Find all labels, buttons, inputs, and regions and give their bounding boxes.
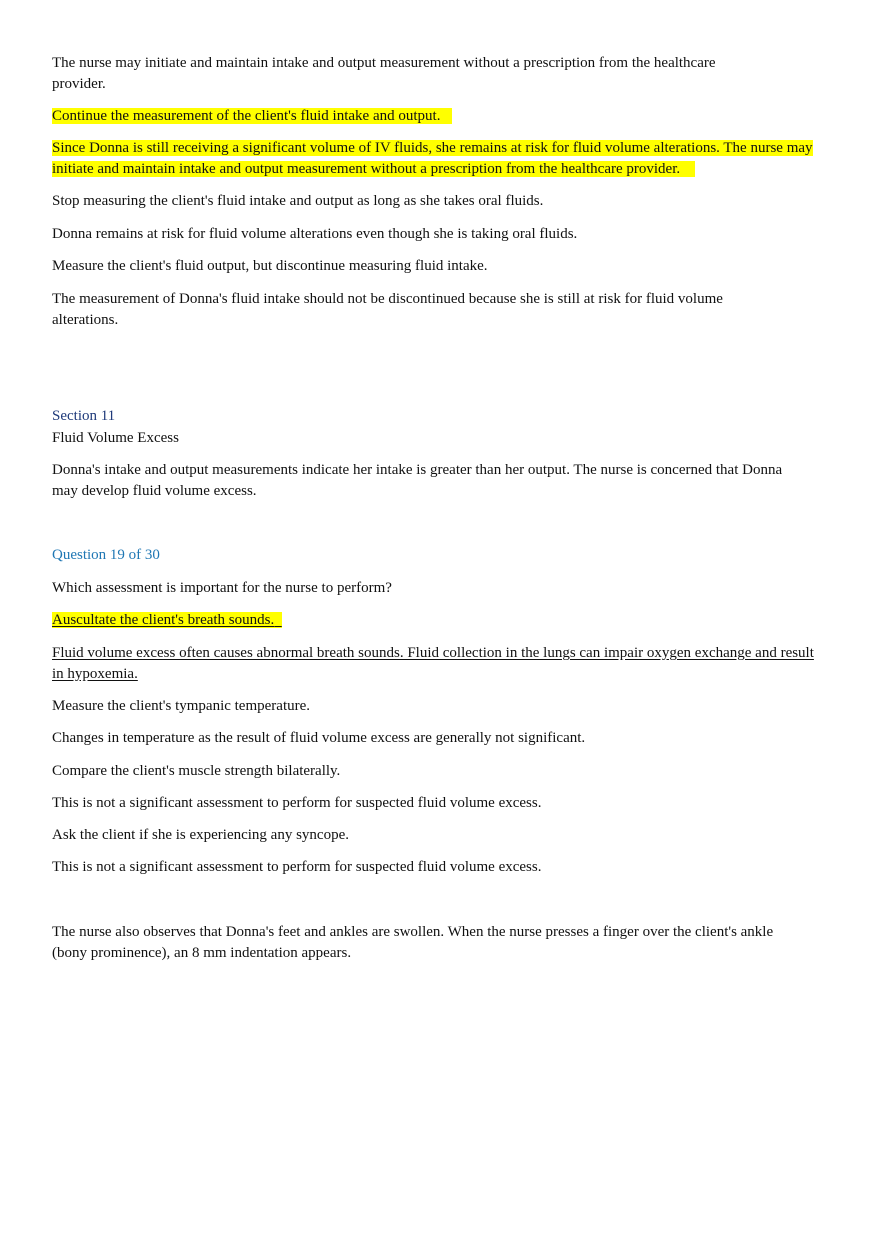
question-prompt: Which assessment is important for the nurse to perform?	[52, 580, 392, 596]
option-muscle-strength	[52, 761, 828, 782]
highlighted-correct-answer: Continue the measurement of the client's fluid intake and output.	[52, 108, 441, 124]
section-label: Section 11	[52, 408, 116, 424]
option-measure-output	[52, 256, 828, 277]
rationale-text: This is not a significant assessment to perform for suspected fluid volume excess.	[52, 795, 542, 811]
option-text: Stop measuring the client's fluid intake and output as long as she takes oral fluids.	[52, 193, 544, 209]
underlined-rationale: Fluid volume excess often causes abnormal breath sounds. Fluid collection in the lungs can impair oxygen exchange and result in hypoxemia.	[52, 645, 814, 682]
rationale-text: Changes in temperature as the result of fluid volume excess are generally not significant.	[52, 730, 586, 746]
intro-text: Donna's intake and output measurements indicate her intake is greater than her output. The nurse is concerned that Donna may develop fluid volume excess.	[52, 462, 783, 499]
paragraph-io-prescription	[52, 53, 772, 95]
rationale-text: This is not a significant assessment to perform for suspected fluid volume excess.	[52, 859, 542, 875]
highlighted-correct-answer: Auscultate the client's breath sounds.	[52, 612, 275, 628]
rationale-continue-measurement	[52, 138, 828, 180]
section-title: Fluid Volume Excess	[52, 430, 179, 446]
rationale-measure-output	[52, 289, 772, 331]
rationale-text: Donna remains at risk for fluid volume alterations even though she is taking oral fluids.	[52, 226, 578, 242]
closing-paragraph	[52, 922, 792, 964]
question-label: Question 19 of 30	[52, 547, 160, 563]
rationale-muscle-strength	[52, 793, 828, 814]
option-continue-measurement	[52, 106, 828, 127]
option-text: Ask the client if she is experiencing any syncope.	[52, 827, 349, 843]
section-intro	[52, 460, 792, 502]
closing-text: The nurse also observes that Donna's feet and ankles are swollen. When the nurse presses a finger over the client's ankle (bony prominence), an 8 mm indentation appears.	[52, 924, 774, 961]
option-syncope	[52, 825, 828, 846]
highlighted-rationale: Since Donna is still receiving a significant volume of IV fluids, she remains at risk for fluid volume alterations. The nurse may initiate and maintain intake and output measurement without a prescription from the healthcare provider.	[52, 140, 813, 177]
rationale-tympanic-temperature	[52, 728, 828, 749]
option-text: Measure the client's fluid output, but discontinue measuring fluid intake.	[52, 258, 488, 274]
option-text: Measure the client's tympanic temperature.	[52, 698, 311, 714]
option-tympanic-temperature	[52, 696, 828, 717]
option-text: Compare the client's muscle strength bilaterally.	[52, 763, 341, 779]
option-auscultate	[52, 610, 828, 631]
rationale-auscultate	[52, 643, 828, 685]
rationale-stop-measuring	[52, 224, 828, 245]
paragraph-text: The nurse may initiate and maintain intake and output measurement without a prescription from the healthcare provider.	[52, 55, 716, 92]
rationale-text: The measurement of Donna's fluid intake should not be discontinued because she is still at risk for fluid volume alterations.	[52, 291, 723, 328]
option-stop-measuring	[52, 191, 828, 212]
rationale-syncope	[52, 857, 828, 878]
